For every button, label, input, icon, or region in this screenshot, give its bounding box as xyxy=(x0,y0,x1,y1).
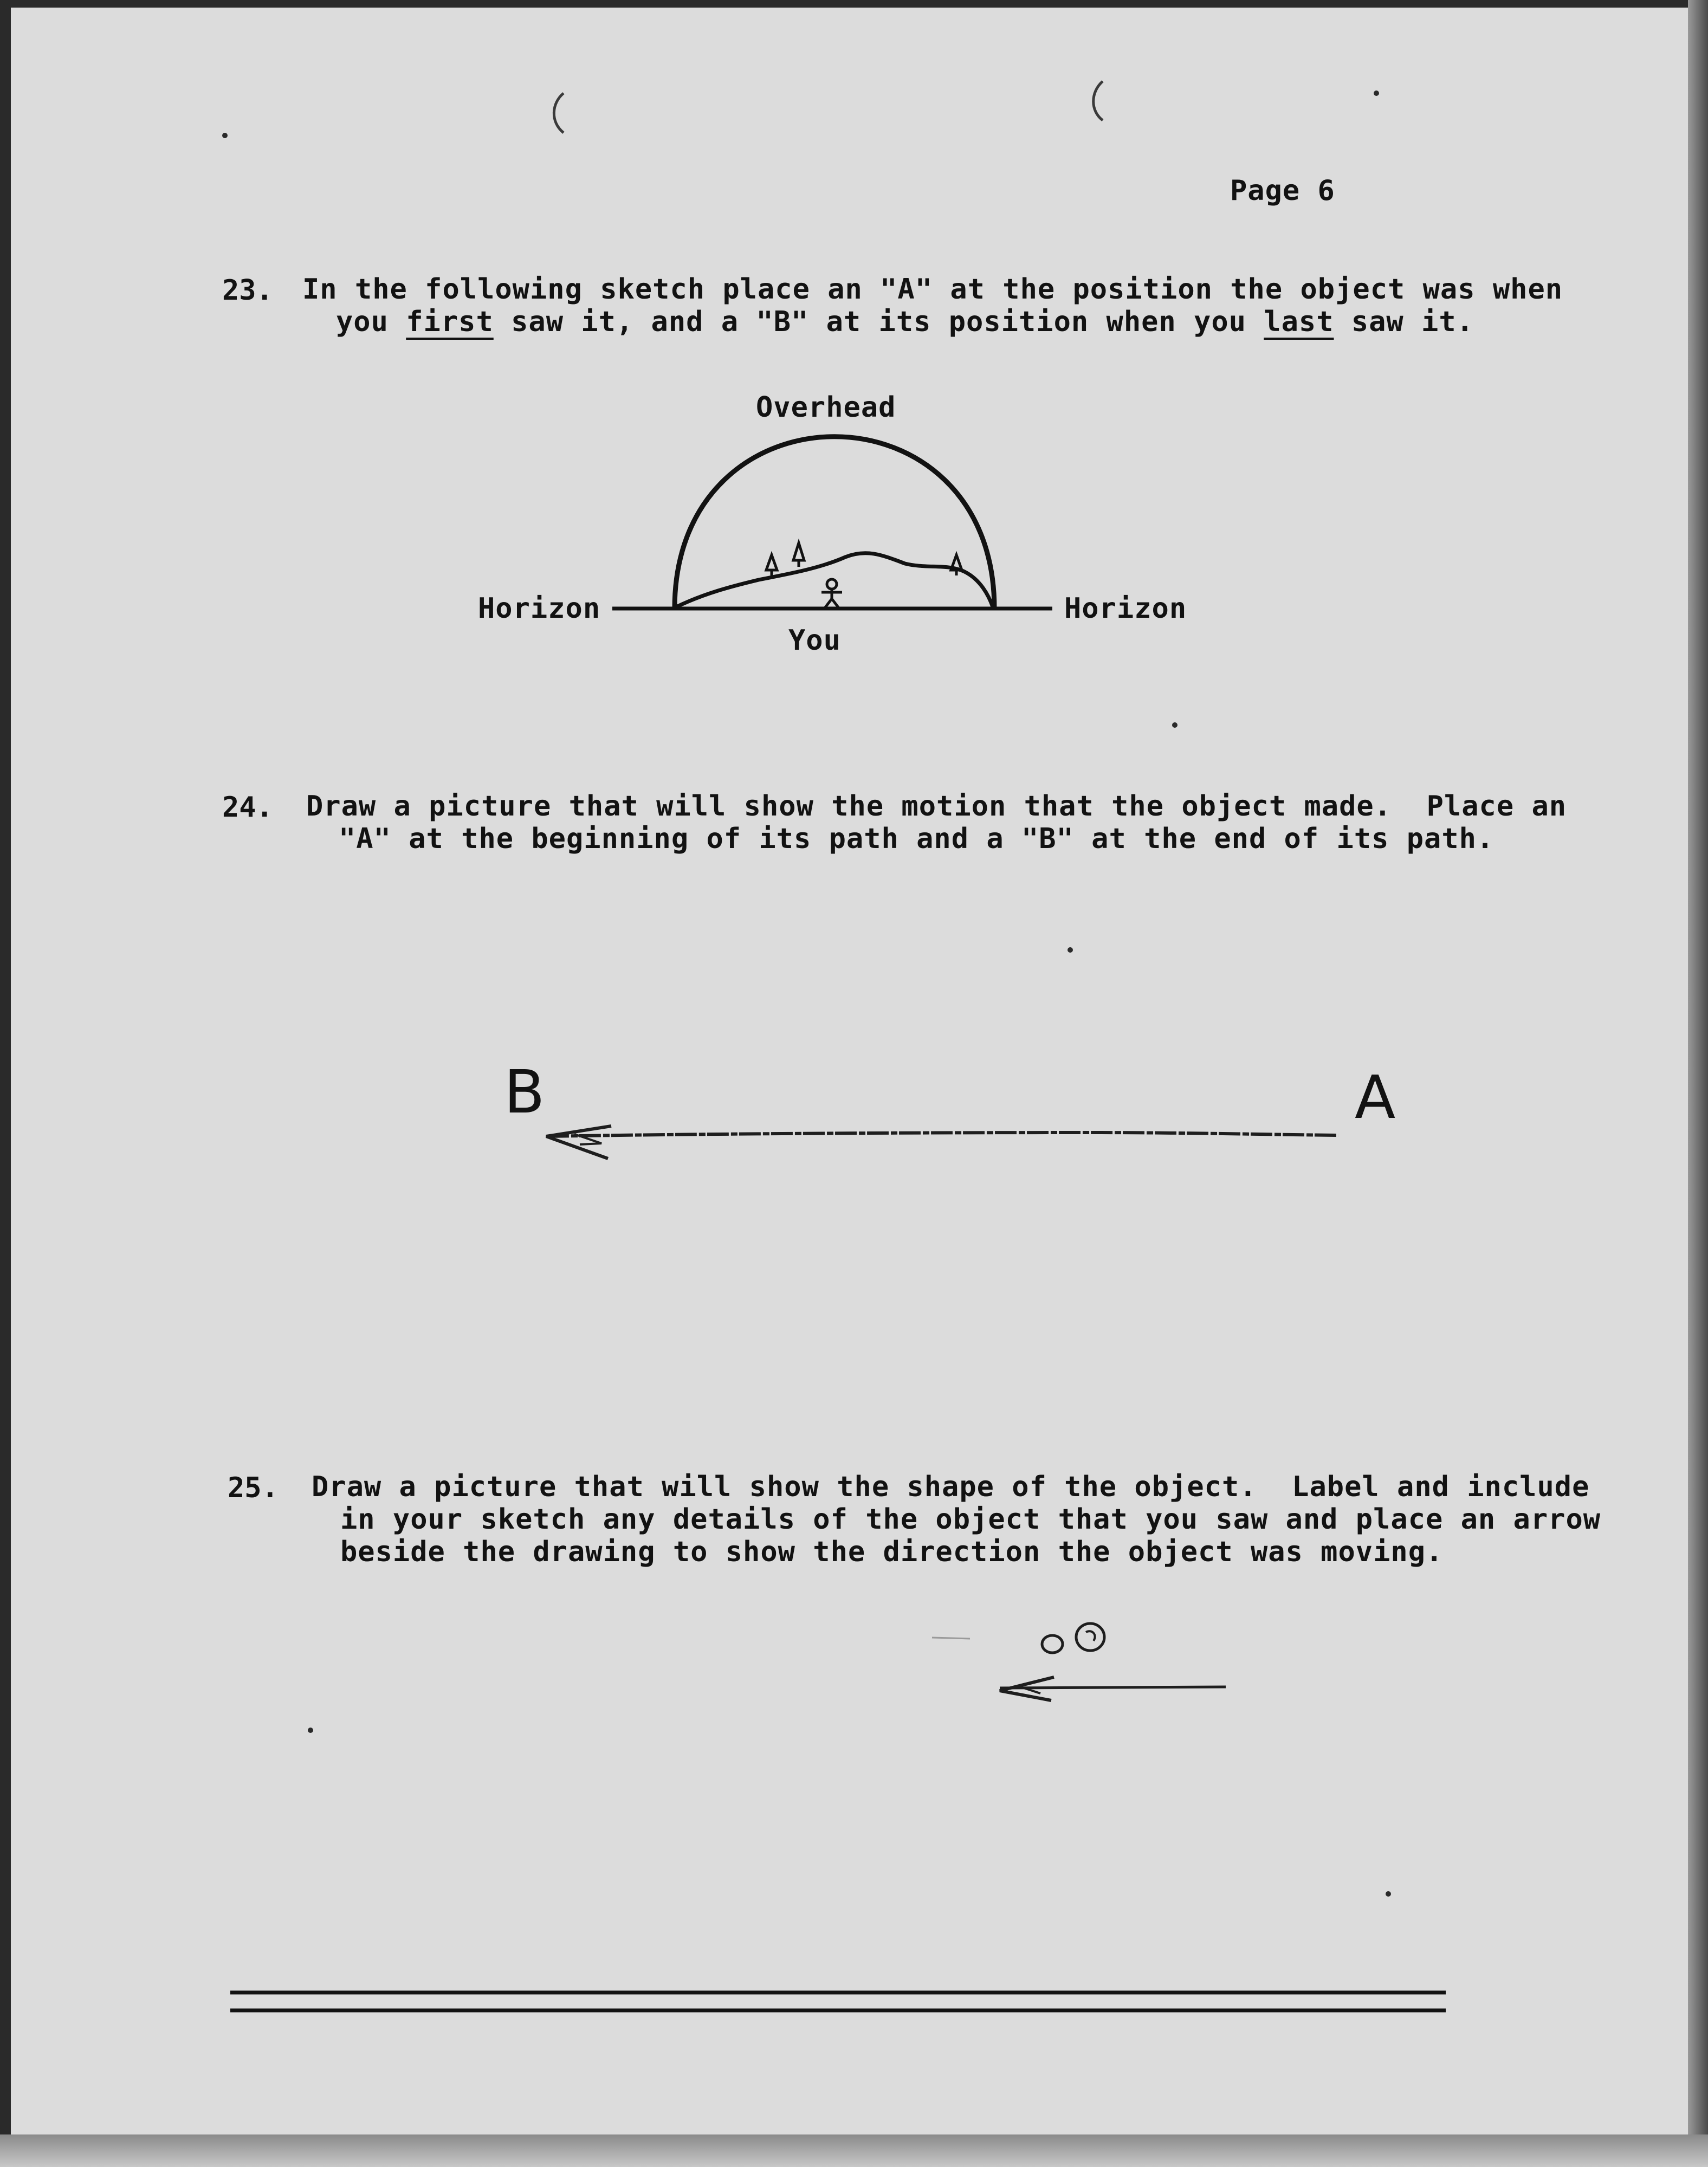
tree-icon xyxy=(766,555,777,575)
direction-arrow-shaft xyxy=(1000,1687,1226,1688)
question-24-number: 24. xyxy=(222,791,273,824)
question-25-line-2: in your sketch any details of the object that you saw and place an arrow xyxy=(340,1503,1601,1536)
question-25-line-1: Draw a picture that will show the shape of the object. Label and include xyxy=(312,1471,1590,1503)
question-24-line-2: "A" at the beginning of its path and a "B" at the end of its path. xyxy=(339,823,1495,855)
scan-dot xyxy=(1386,1891,1391,1897)
scan-dot xyxy=(1374,90,1379,96)
q23-line2-pre: you xyxy=(336,306,406,338)
tree-icon xyxy=(793,543,804,567)
faint-pencil-mark xyxy=(932,1638,970,1639)
diagram-label-horizon-left: Horizon xyxy=(478,592,601,625)
q23-first-underlined: first xyxy=(406,306,494,338)
q23-line2-mid: saw it, and a "B" at its position when you xyxy=(493,306,1264,338)
tree-icon xyxy=(951,555,962,575)
object-circle-large-icon xyxy=(1076,1623,1104,1651)
diagram-label-horizon-right: Horizon xyxy=(1064,592,1187,625)
question-24-line-1: Draw a picture that will show the motion that the object made. Place an xyxy=(306,790,1567,823)
diagram-label-overhead: Overhead xyxy=(756,391,896,424)
scan-mark xyxy=(554,93,564,133)
scan-dot xyxy=(222,133,228,138)
motion-path-drawing xyxy=(546,1126,1338,1159)
scan-dot xyxy=(1068,947,1073,953)
object-circle-detail xyxy=(1086,1631,1095,1641)
diagram-label-you: You xyxy=(788,624,841,657)
scan-mark xyxy=(1094,81,1103,120)
question-25-line-3: beside the drawing to show the direction the object was moving. xyxy=(340,1536,1444,1568)
q23-last-underlined: last xyxy=(1264,306,1334,338)
question-23-line-1: In the following sketch place an "A" at the position the object was when xyxy=(302,273,1563,306)
object-shape-drawing xyxy=(932,1623,1226,1700)
question-23-number: 23. xyxy=(222,274,273,307)
handwritten-label-b: B xyxy=(504,1057,546,1127)
object-circle-small-icon xyxy=(1042,1635,1063,1653)
sky-dome-arc xyxy=(675,437,994,609)
motion-path-line xyxy=(547,1133,1338,1136)
person-icon xyxy=(821,579,842,608)
handwritten-label-a: A xyxy=(1355,1063,1396,1132)
scan-dot xyxy=(308,1728,313,1733)
question-25-number: 25. xyxy=(228,1472,279,1504)
page-number: Page 6 xyxy=(1230,174,1335,207)
scan-dot xyxy=(1172,722,1178,728)
q23-line2-post: saw it. xyxy=(1334,306,1474,338)
